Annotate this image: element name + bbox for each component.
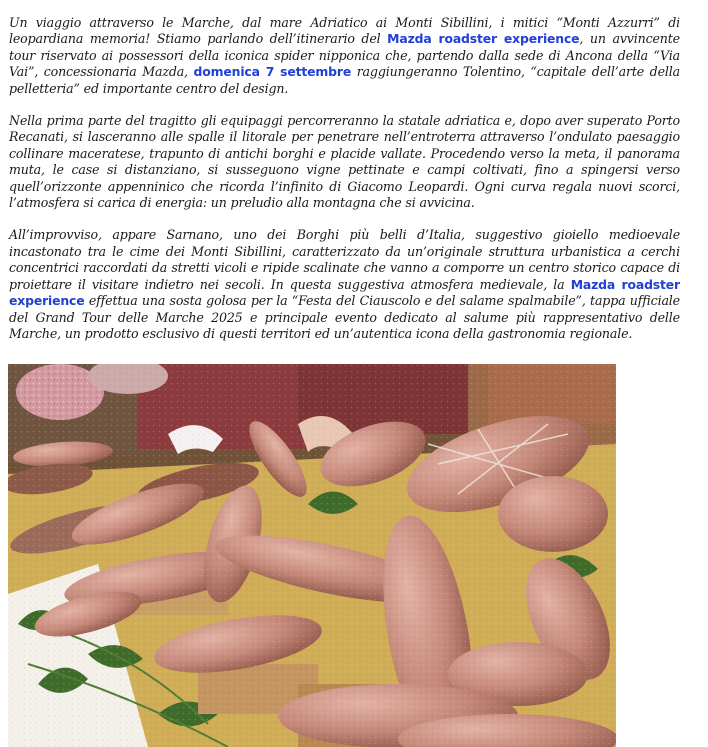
salami-photo-illustration — [8, 364, 616, 747]
paragraph-text: raggiungeranno Tolentino, “capitale dell’arte della pelletteria” ed importante centro del design. — [9, 64, 680, 96]
paragraph-text: , un avvincente tour riservato ai possessori della iconica spider nipponica che, partendo dalla sede di Ancona della “Via Vai”, concessionaria Mazda, — [9, 31, 680, 80]
mazda-roadster-link[interactable]: Mazda roadster experience — [9, 276, 681, 309]
paragraph-text: Un viaggio attraverso le Marche, dal mare Adriatico ai Monti Sibillini, i mitici “Monti Azzurri” di leopardiana memoria! Stiamo parlando dell’itinerario del — [9, 15, 680, 47]
paragraph-text: effettua una sosta golosa per la “Festa del Ciauscolo e del salame spalmabile”, tappa ufficiale del Grand Tour delle Marche 2025 e principale evento dedicato al salume più rappresentativo delle Marche, un prodotto esclusivo di questi territori ed un’autentica icona della gastronomia regionale. — [9, 293, 680, 341]
date-link[interactable]: domenica 7 settembre — [193, 64, 352, 80]
paragraph-text: All’improvviso, appare Sarnano, uno dei Borghi più belli d’Italia, suggestivo gioiello medioevale incastonato tra le cime dei Monti Sibillini, caratterizzato da un’originale struttura urbanistica a cerchi concentrici raccordati da stretti vicoli e ripide scalinate che vanno a comporre un centro storico capace di proiettare il visitare indietro nei secoli. In questa suggestiva atmosfera medievale, la — [9, 227, 680, 292]
article-body — [9, 15, 680, 358]
paragraph-route: Nella prima parte del tragitto gli equipaggi percorreranno la statale adriatica e, dopo aver superato Porto Recanati, si lasceranno alle spalle il litorale per penetrare nell’entroterra attraverso l’ondulato paesaggio collinare maceratese, trapunto di antichi borghi e placide vallate. Procedendo verso la meta, il panorama muta, le case si distanziano, si susseguono vigne pettinate e campi coltivati, fino a spingersi verso quell’orizzonte appenninico che ricorda l’infinito di Giacomo Leopardi. Ogni curva regala nuovi scorci, l’atmosfera si carica di energia: un preludio alla montagna che si avvicina. — [9, 113, 680, 211]
salami-photo — [8, 364, 616, 747]
mazda-roadster-link[interactable]: Mazda roadster experience — [387, 31, 580, 47]
paragraph-intro — [9, 15, 680, 97]
paragraph-sarnano — [9, 227, 680, 342]
